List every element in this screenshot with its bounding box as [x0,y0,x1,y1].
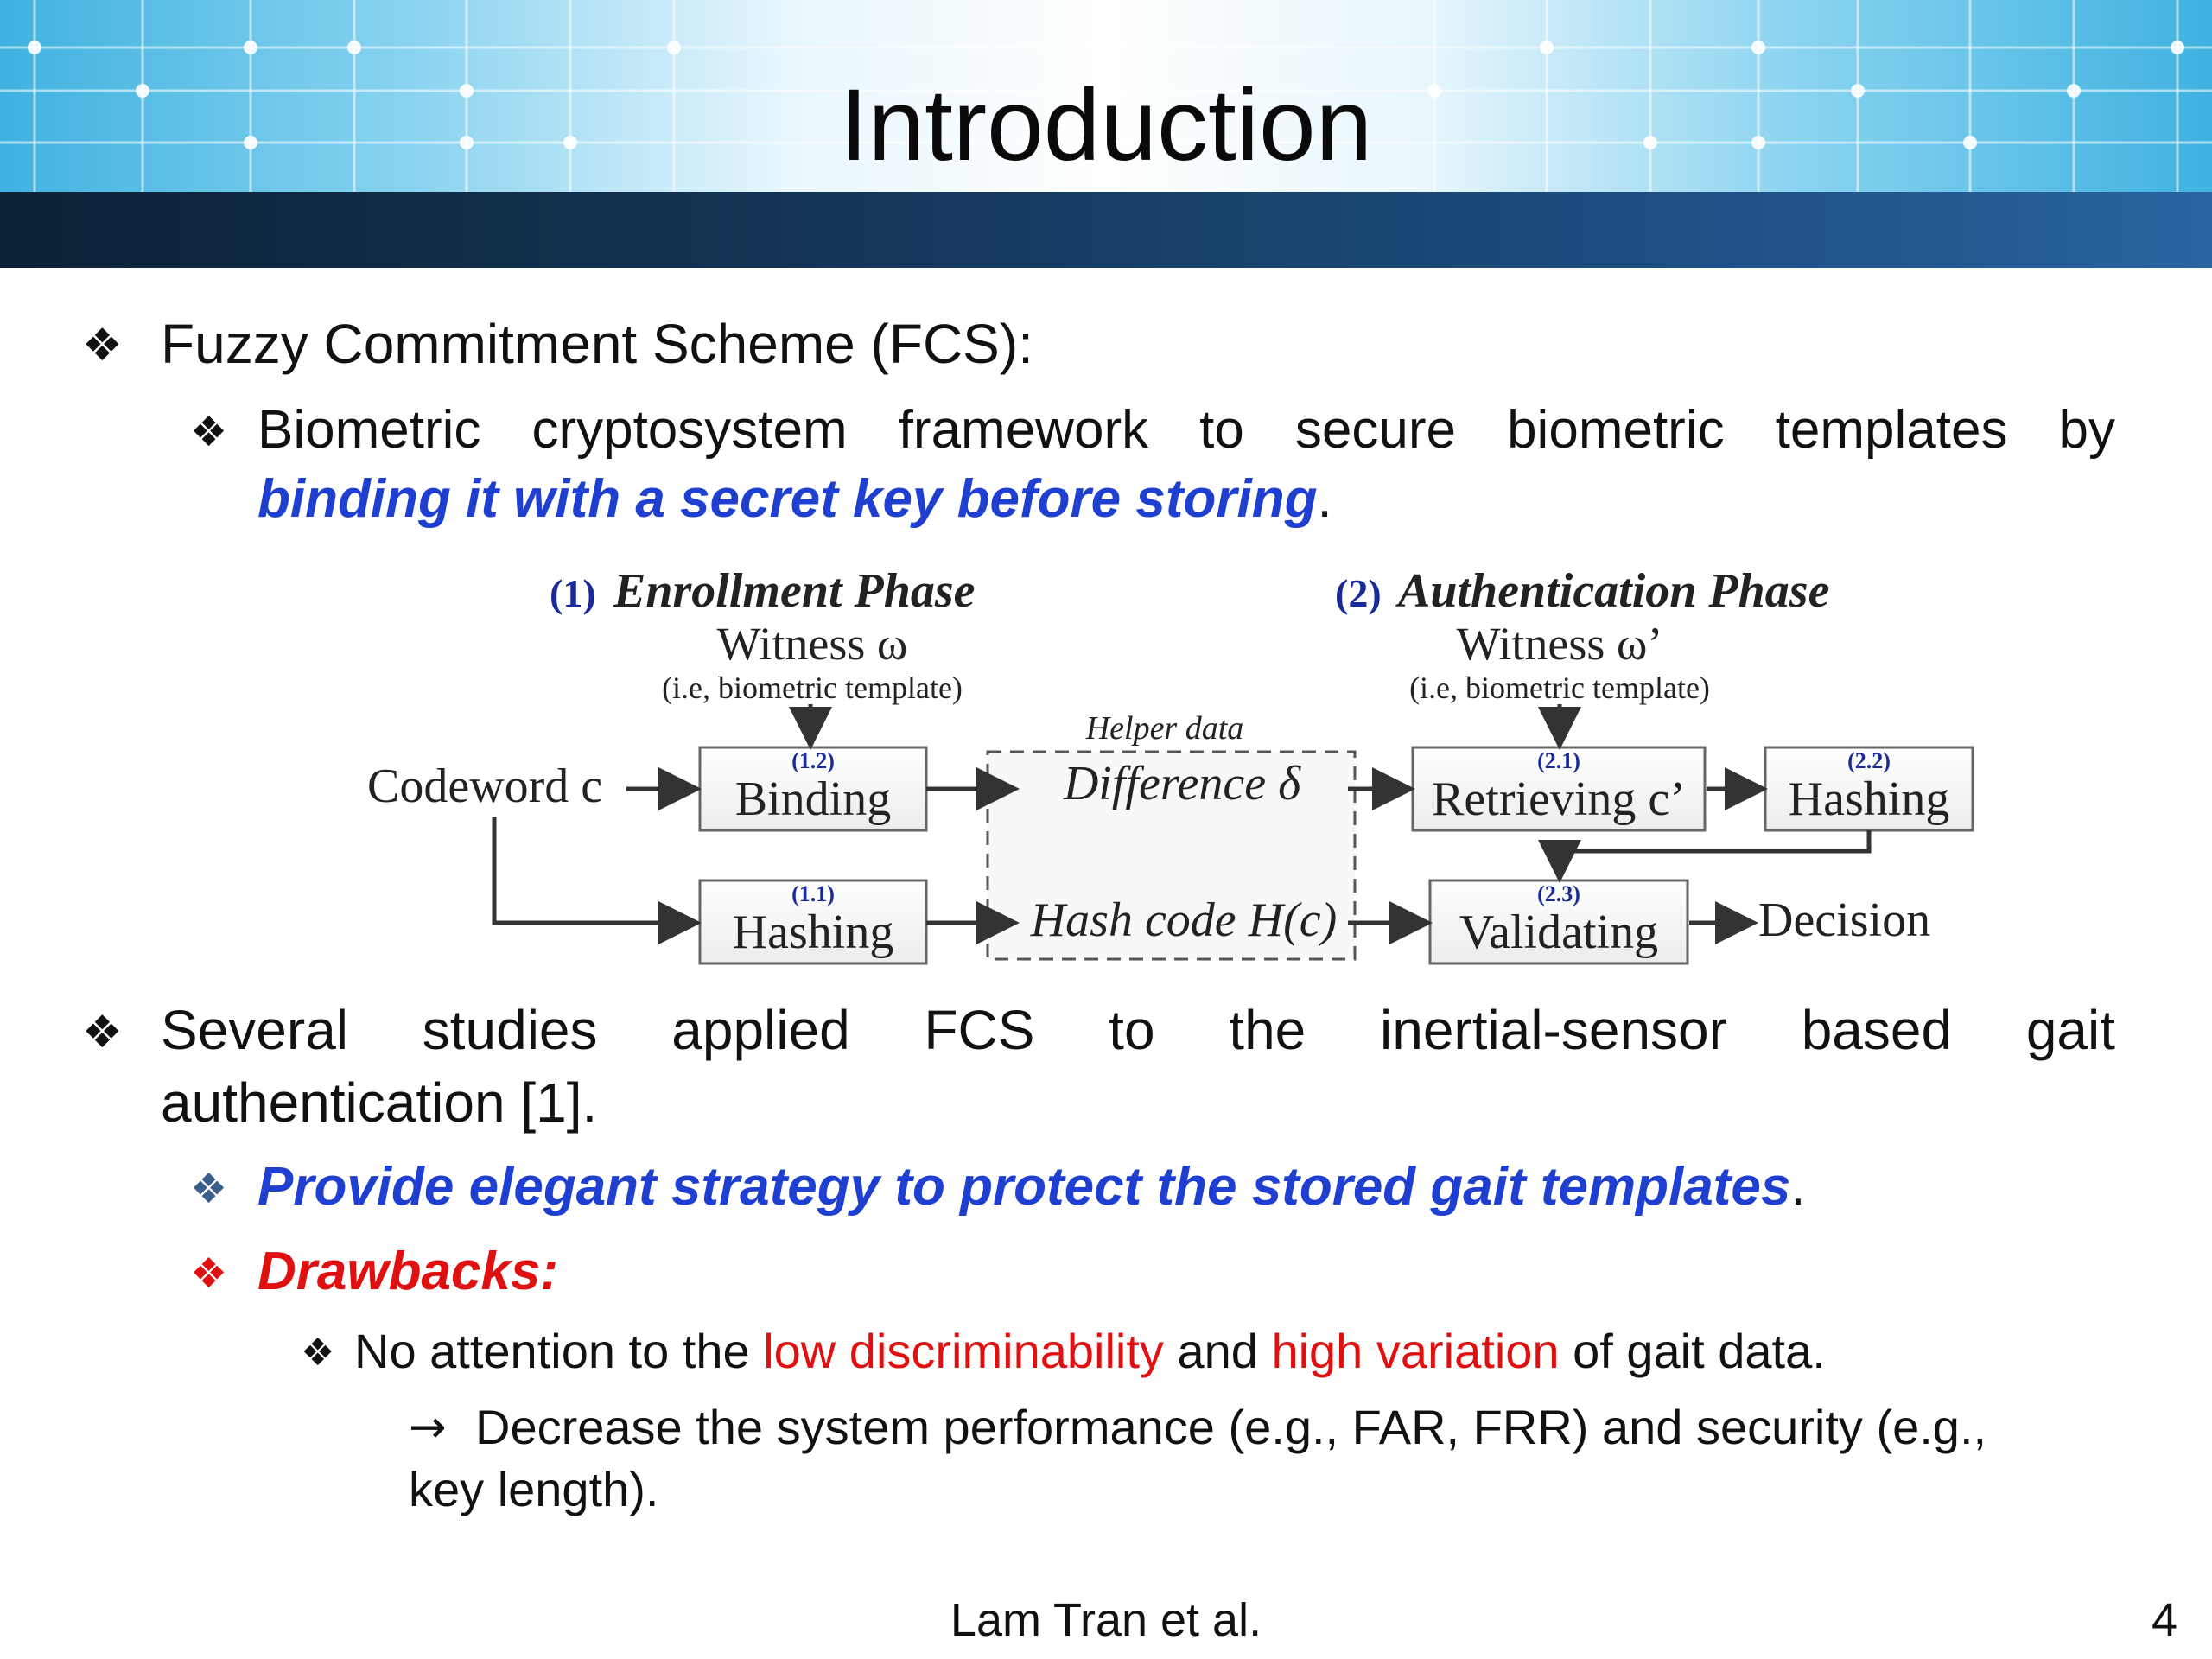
no-attention-suffix: of gait data. [1559,1324,1826,1378]
enroll-phase-number: (1) [550,571,596,615]
difference-label: Difference δ [1063,757,1301,810]
bullet-diamond-icon: ❖ [190,1165,228,1213]
no-attention-prefix: No attention to the [354,1324,764,1378]
bullet-diamond-icon: ❖ [301,1331,335,1375]
auth-phase-title: Authentication Phase [1398,564,1830,618]
hash-code-label: Hash code H(c) [1030,893,1338,947]
decrease-line-continued: key length). [409,1462,659,1516]
validating-step-number: (2.3) [1537,881,1580,906]
provide-line [257,1153,1806,1222]
slide-title: Introduction [839,68,1373,182]
witness-auth-note: (i.e, biometric template) [1409,671,1710,705]
retrieving-label: Retrieving c’ [1432,772,1686,826]
provide-emphasis: Provide elegant strategy to protect the stored gait templates [257,1157,1791,1217]
witness-enroll-label: Witness ω [716,618,908,670]
page-number: 4 [2151,1594,2177,1646]
drawbacks-heading: Drawbacks: [257,1242,559,1301]
studies-line: Several studies applied FCS to the inertial-sensor based gait [161,999,2115,1061]
provide-period: . [1790,1157,1806,1217]
binding-label: Binding [734,772,892,826]
codeword-label: Codeword c [367,760,603,813]
helper-data-label: Helper data [1085,710,1244,747]
binding-step-number: (1.2) [791,748,835,773]
conjunction: and [1163,1324,1272,1378]
witness-enroll-note: (i.e, biometric template) [662,671,963,705]
decision-label: Decision [1758,893,1931,947]
bullet-diamond-icon: ❖ [82,1007,123,1058]
fcs-heading: Fuzzy Commitment Scheme (FCS): [161,313,1033,375]
bullet-diamond-icon: ❖ [190,408,228,456]
auth-phase-number: (2) [1335,571,1382,615]
framework-period: . [1317,469,1332,529]
decrease-line: Decrease the system performance (e.g., FAR, FRR) and security (e.g., [475,1400,1987,1454]
studies-line-continued: authentication [1]. [161,1071,598,1134]
validating-label: Validating [1459,906,1659,959]
no-attention-line [354,1320,1826,1382]
footer-author: Lam Tran et al. [950,1594,1262,1646]
enroll-phase-title: Enrollment Phase [613,564,976,618]
framework-emphasis: binding it with a secret key before storing [257,469,1318,529]
hashing-auth-label: Hashing [1788,772,1950,826]
hashing-enroll-step-number: (1.1) [791,881,835,906]
framework-line: Biometric cryptosystem framework to secure biometric templates by [257,400,2115,460]
retrieving-step-number: (2.1) [1537,748,1580,773]
low-discriminability: low discriminability [763,1324,1164,1378]
bullet-diamond-icon: ❖ [82,320,123,372]
bullet-diamond-icon: ❖ [190,1249,228,1298]
witness-auth-label: Witness ω’ [1456,618,1663,670]
hashing-enroll-label: Hashing [732,906,894,959]
arrow-right-icon: → [409,1402,447,1453]
high-variation: high variation [1271,1324,1560,1378]
hashing-auth-step-number: (2.2) [1847,748,1891,773]
